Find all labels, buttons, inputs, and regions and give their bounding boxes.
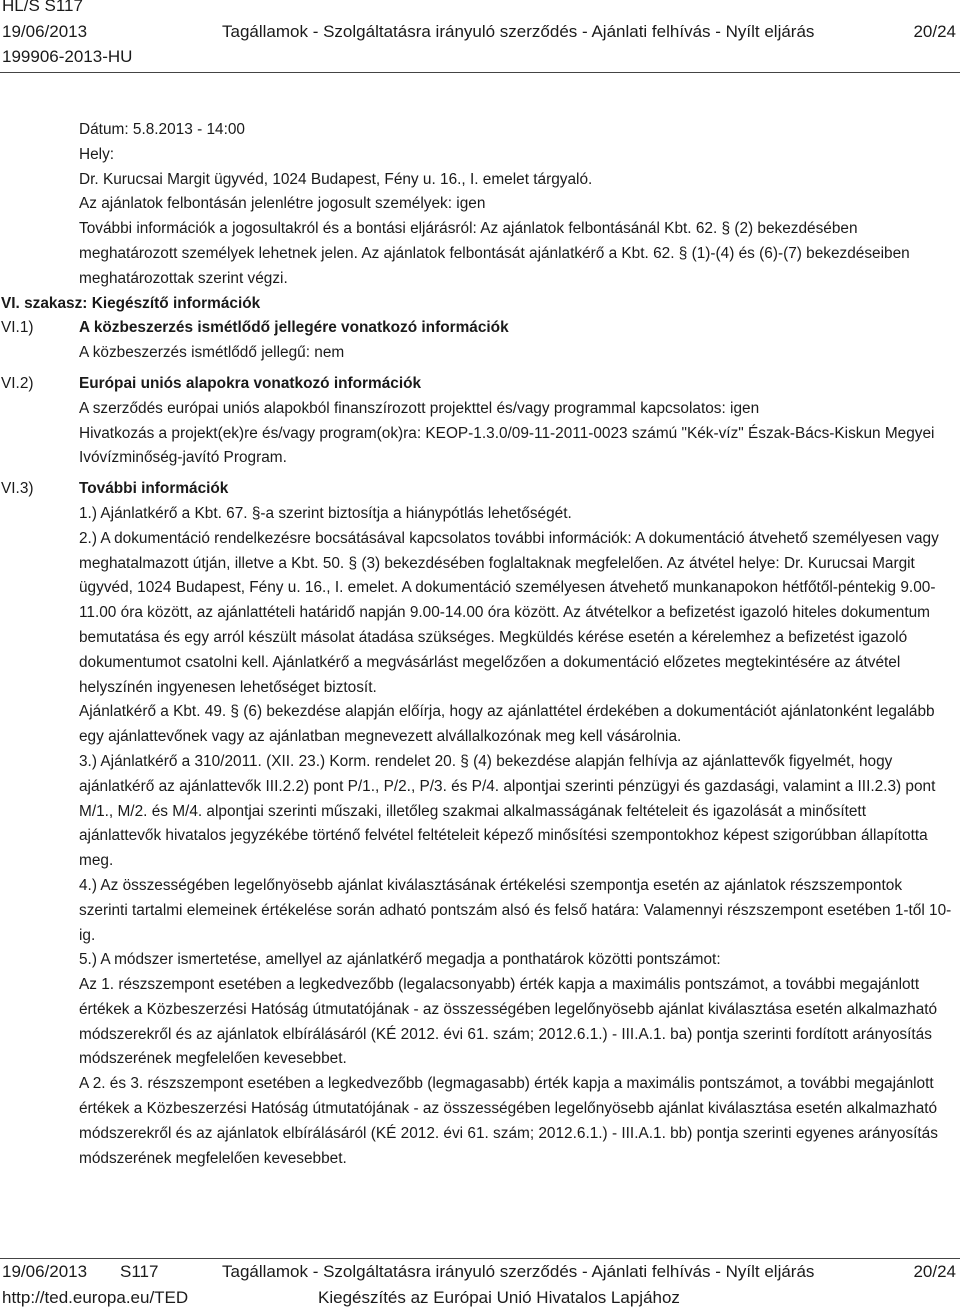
header-title: Tagállamok - Szolgáltatásra irányuló szerződés - Ajánlati felhívás - Nyílt eljárás <box>222 22 815 41</box>
footer-url-link[interactable]: http://ted.europa.eu/TED <box>2 1288 189 1307</box>
opening-place: Dr. Kurucsai Margit ügyvéd, 1024 Budapest, Fény u. 16., I. emelet tárgyaló. <box>79 170 593 188</box>
vi1-heading: A közbeszerzés ismétlődő jellegére vonatkozó információk <box>79 319 509 337</box>
header-date: 19/06/2013 <box>2 22 88 41</box>
vi2-block <box>0 372 960 471</box>
vi2-heading: Európai uniós alapokra vonatkozó információk <box>79 374 422 392</box>
opening-place-label: Hely: <box>79 145 115 163</box>
vi3-block <box>0 477 960 1171</box>
vi1-block <box>0 316 960 366</box>
vi3-paragraph: Az 1. részszempont esetében a legkedvezőbb (legalacsonyabb) érték kapja a maximális pontszámot, a további megajánlott értékek a Közbeszerzési Hatóság útmutatójának - az összességében legelőnyösebb ajánlat kiválasztása esetén alkalmazható módszerekről és az ajánlatok elbírálásáról (KÉ 2012. évi 61. szám; 2012.6.1.) - III.A.1. ba) pontja szerinti fordított arányosítás módszerének megfelelően kevesebbet. <box>79 976 938 1068</box>
header-divider <box>0 72 960 73</box>
page-header <box>0 0 960 72</box>
footer-title: Tagállamok - Szolgáltatásra irányuló szerződés - Ajánlati felhívás - Nyílt eljárás <box>222 1262 815 1281</box>
footer-divider <box>0 1258 960 1259</box>
notice-id: 199906-2013-HU <box>2 47 133 66</box>
opening-info: További információk a jogosultakról és a bontási eljárásról: Az ajánlatok felbontásánál Kbt. 62. § (2) bekezdésében meghatározott személyek lehetnek jelen. Az ajánlatok felbontását ajánlatkérő a Kbt. 62. § (1)-(4) és (6)-(7) bekezdéseiben meghatározottak szerint végzi. <box>79 220 910 287</box>
header-page-number: 20/24 <box>913 22 956 41</box>
vi3-number: VI.3) <box>1 480 34 498</box>
footer-page-number: 20/24 <box>913 1262 956 1281</box>
vi3-paragraph: A 2. és 3. részszempont esetében a legkedvezőbb (legmagasabb) érték kapja a maximális pontszámot, a további megajánlott értékek a Közbeszerzési Hatóság útmutatójának - az összességében legelőnyösebb ajánlat kiválasztása esetén alkalmazható módszerekről és az ajánlatok elbírálásáról (KÉ 2012. évi 61. szám; 2012.6.1.) - III.A.1. bb) pontja szerinti egyenes arányosítás módszerének megfelelően kevesebbet. <box>79 1075 938 1167</box>
footer-series: S117 <box>120 1262 159 1281</box>
vi1-number: VI.1) <box>1 319 34 337</box>
section-heading <box>0 292 960 317</box>
opening-persons: Az ajánlatok felbontásán jelenlétre jogosult személyek: igen <box>79 195 486 213</box>
doc-code: HL/S S117 <box>2 0 83 15</box>
section-title: Kiegészítő információk <box>91 294 261 312</box>
section-label: VI. szakasz: <box>1 294 88 312</box>
vi3-paragraph: 1.) Ajánlatkérő a Kbt. 67. §-a szerint biztosítja a hiánypótlás lehetőségét. <box>79 504 572 522</box>
document-body <box>0 118 960 1171</box>
vi3-paragraph: 3.) Ajánlatkérő a 310/2011. (XII. 23.) Korm. rendelet 20. § (4) bekezdése alapján felhívja az ajánlattevők figyelmét, hogy ajánlatkérő az ajánlattevők III.2.2) pont P/1., P/2., P/3. és P/4. alpontjai szerinti pénzügyi és gazdasági, valamint a III.2.3) pont M/1., M/2. és M/4. alpontjai szerinti műszaki, illetőleg szakmai alkalmasságának feltételeit és igazolását a minősített ajánlattevők hivatalos jegyzékébe történő felvétel feltételeit képező minősítési szempontokhoz képest szigorúbban állapította meg. <box>79 752 936 870</box>
vi3-paragraph: 4.) Az összességében legelőnyösebb ajánlat kiválasztásának értékelési szempontja esetén az ajánlatok részszempontok szerinti tartalmi elemeinek értékelése során adható pontszám alsó és felső határa: Valamennyi részszempont esetében 1-től 10-ig. <box>79 876 952 944</box>
vi2-text-1: A szerződés európai uniós alapokból finanszírozott projekttel és/vagy programmal kapcsolatos: igen <box>79 399 760 417</box>
opening-date: Dátum: 5.8.2013 - 14:00 <box>79 121 245 138</box>
vi3-heading: További információk <box>79 480 229 498</box>
vi1-text: A közbeszerzés ismétlődő jellegű: nem <box>79 344 345 362</box>
vi3-paragraph: 5.) A módszer ismertetése, amellyel az ajánlatkérő megadja a ponthatárok közötti pontszámot: <box>79 951 721 969</box>
page-footer <box>0 1262 960 1311</box>
footer-publisher: Kiegészítés az Európai Unió Hivatalos Lapjához <box>318 1288 680 1307</box>
vi3-paragraph: 2.) A dokumentáció rendelkezésre bocsátásával kapcsolatos további információk: A dokumentáció átvehető személyesen vagy meghatalmazott útján, illetve a Kbt. 50. § (3) bekezdésében foglaltaknak megfelelően. Az átvétel helye: Dr. Kurucsai Margit ügyvéd, 1024 Budapest, Fény u. 16., I. emelet. A dokumentáció személyesen átvehető munkanapokon hétfőtől-péntekig 9.00-11.00 óra között, az ajánlattételi határidő napján 9.00-14.00 óra között. Az átvételkor a befizetést igazoló hiteles dokumentum bemutatása és egy arról készült másolat átadása szükséges. Megküldés kérése esetén a kérelemhez a befizetést igazoló dokumentumot csatolni kell. Ajánlatkérő a megvásárlást megelőzően a dokumentáció előzetes megtekintésére az átvétel helyszínén ingyenesen lehetőséget biztosít. <box>79 529 939 696</box>
vi3-paragraph: Ajánlatkérő a Kbt. 49. § (6) bekezdése alapján előírja, hogy az ajánlattétel érdekében a dokumentációt ajánlatonként legalább egy ajánlattevőnek vagy az ajánlatban megnevezett alvállalkozónak meg kell vásárolnia. <box>79 703 935 746</box>
footer-date: 19/06/2013 <box>2 1262 88 1281</box>
vi2-text-2: Hivatkozás a projekt(ek)re és/vagy program(ok)ra: KEOP-1.3.0/09-11-2011-0023 számú "Kék-víz" Észak-Bács-Kiskun Megyei Ivóvízminőség-javító Program. <box>79 424 935 467</box>
vi2-number: VI.2) <box>1 374 34 392</box>
